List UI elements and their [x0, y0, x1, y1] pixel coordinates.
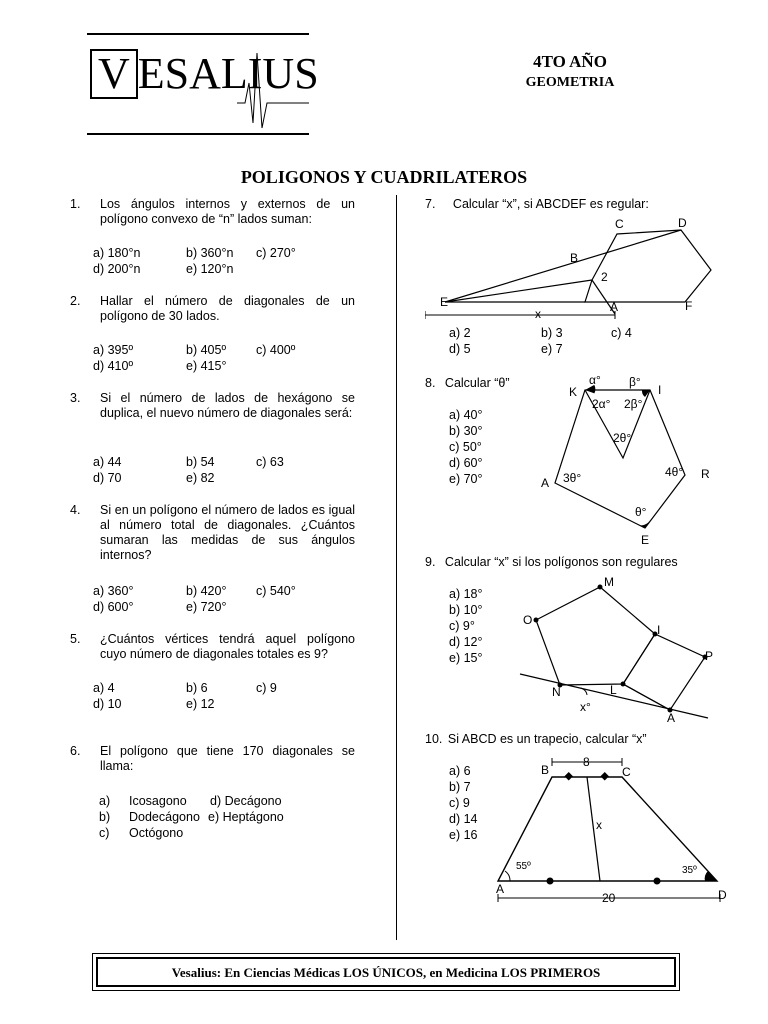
question-number: 7. — [425, 197, 436, 211]
label-8: 8 — [583, 755, 590, 769]
footer-box — [92, 953, 680, 991]
label-20: 20 — [602, 891, 616, 905]
option: a) 395º — [93, 343, 134, 357]
label-C: C — [615, 217, 624, 231]
option: b) 54 — [186, 455, 215, 469]
question-number: 5. — [70, 632, 81, 646]
logo-name: ESALIUS — [137, 49, 319, 98]
label-A: A — [667, 711, 676, 722]
option: c) 9° — [449, 619, 475, 633]
label-x: x — [535, 307, 541, 321]
option: c) 4 — [611, 326, 632, 340]
logo-v: V — [90, 49, 138, 99]
label-L: L — [610, 683, 617, 697]
option: a) 44 — [93, 455, 122, 469]
label-D: D — [718, 888, 727, 902]
question-text: Hallar el número de diagonales de un polígono de 30 lados. — [100, 294, 355, 323]
option: c) 540° — [256, 584, 296, 598]
question-number: 1. — [70, 197, 81, 211]
label-x: x° — [580, 700, 591, 714]
option: e) 120°n — [186, 262, 234, 276]
option: c) 400º — [256, 343, 296, 357]
option: d) 60° — [449, 456, 483, 470]
option: b) 420° — [186, 584, 227, 598]
label-P: P — [705, 649, 714, 663]
option: a) 360° — [93, 584, 134, 598]
label-F: F — [685, 299, 693, 313]
question-9 — [425, 555, 725, 570]
question-number: 4. — [70, 503, 81, 517]
label-O: O — [523, 613, 533, 627]
question-5 — [70, 632, 360, 664]
option: b) 6 — [186, 681, 208, 695]
label-alpha: α° — [589, 373, 601, 387]
option: c) 9 — [256, 681, 277, 695]
option: d) 600° — [93, 600, 134, 614]
column-divider — [396, 195, 397, 940]
option: a) 6 — [449, 764, 471, 778]
option: c) 9 — [449, 796, 470, 810]
option: a) 40° — [449, 408, 483, 422]
label-N: N — [552, 685, 561, 699]
label-A: A — [610, 300, 619, 314]
question-text: Calcular “x”, si ABCDEF es regular: — [452, 197, 649, 211]
option: d) 5 — [449, 342, 471, 356]
option: e) 415° — [186, 359, 227, 373]
option: d) 410º — [93, 359, 134, 373]
label-x: x — [596, 818, 602, 832]
question-10 — [425, 732, 725, 747]
question-text: ¿Cuántos vértices tendrá aquel polígono cuyo número de diagonales totales es 9? — [100, 632, 355, 661]
question-number: 9. — [425, 555, 436, 569]
question-text: Calcular “x” si los polígonos son regulares — [444, 555, 678, 569]
question-2 — [70, 294, 360, 326]
option: d) 70 — [93, 471, 122, 485]
question-text: Calcular “θ” — [444, 376, 510, 390]
subject-label: GEOMETRIA — [525, 75, 615, 90]
label-35: 35º — [682, 865, 697, 876]
option: a) 2 — [449, 326, 471, 340]
figure-9-polygons — [515, 572, 715, 722]
option: e) 70° — [449, 472, 483, 486]
question-number: 2. — [70, 294, 81, 308]
question-number: 6. — [70, 744, 81, 758]
option: e) 12 — [186, 697, 215, 711]
figure-7-hexagon — [425, 212, 725, 322]
question-6 — [70, 744, 360, 776]
label-B: B — [570, 251, 579, 265]
option: d) 10 — [93, 697, 122, 711]
figure-8-polygon — [535, 370, 720, 548]
option: a) 4 — [93, 681, 115, 695]
option: b) 3 — [541, 326, 563, 340]
label-side-2: 2 — [601, 270, 608, 284]
option: c) 50° — [449, 440, 482, 454]
question-4 — [70, 503, 360, 567]
question-number: 3. — [70, 391, 81, 405]
label-D: D — [678, 216, 687, 230]
option: e) Heptágono — [208, 810, 284, 824]
option: e) 16 — [449, 828, 478, 842]
label-A: A — [496, 882, 505, 896]
page-title: POLIGONOS Y CUADRILATEROS — [240, 167, 528, 187]
label-B: B — [541, 763, 550, 777]
question-text: El polígono que tiene 170 diagonales se llama: — [100, 744, 355, 773]
label-three-theta: 3θ° — [563, 471, 582, 485]
option: b) — [99, 810, 111, 824]
option: e) 82 — [186, 471, 215, 485]
label-beta: β° — [629, 375, 641, 389]
question-text: Si en un polígono el número de lados es igual al número total de diagonales. ¿Cuántos sumaran las medidas de sus ángulos internos? — [100, 503, 355, 562]
option: b) 360°n — [186, 246, 234, 260]
option: c) 63 — [256, 455, 284, 469]
label-A: A — [541, 476, 550, 490]
label-K: K — [569, 385, 578, 399]
option: a) — [99, 794, 111, 808]
logo — [90, 48, 319, 99]
label-C: C — [622, 765, 631, 779]
grade-label: 4TO AÑO — [533, 52, 607, 71]
option: Dodecágono — [129, 810, 200, 824]
label-E: E — [641, 533, 650, 547]
question-number: 10. — [425, 732, 443, 746]
question-text: Si ABCD es un trapecio, calcular “x” — [447, 732, 647, 746]
label-two-beta: 2β° — [624, 397, 643, 411]
label-four-theta: 4θ° — [665, 465, 684, 479]
option: Octógono — [129, 826, 184, 840]
option: b) 405º — [186, 343, 227, 357]
option: c) 270° — [256, 246, 296, 260]
label-I: I — [657, 623, 661, 637]
question-1 — [70, 197, 360, 229]
footer-text: Vesalius: En Ciencias Médicas LOS ÚNICOS, en Medicina LOS PRIMEROS — [96, 957, 676, 987]
option: d) 12° — [449, 635, 483, 649]
option: e) 720° — [186, 600, 227, 614]
question-text: Si el número de lados de hexágono se duplica, el nuevo número de diagonales será: — [100, 391, 355, 420]
option: e) 7 — [541, 342, 563, 356]
option: Icosagono — [129, 794, 187, 808]
label-E: E — [440, 295, 449, 309]
option: b) 7 — [449, 780, 471, 794]
option: d) 200°n — [93, 262, 141, 276]
label-two-alpha: 2α° — [592, 397, 611, 411]
question-3 — [70, 391, 360, 439]
label-55: 55º — [516, 861, 531, 872]
figure-10-trapezoid — [495, 752, 730, 912]
option: d) Decágono — [210, 794, 282, 808]
question-text: Los ángulos internos y externos de un polígono convexo de “n” lados suman: — [100, 197, 355, 226]
option: c) — [99, 826, 110, 840]
label-R: R — [701, 467, 710, 481]
label-two-theta: 2θ° — [613, 431, 632, 445]
option: a) 18° — [449, 587, 483, 601]
option: b) 30° — [449, 424, 483, 438]
option: e) 15° — [449, 651, 483, 665]
label-I: I — [658, 383, 662, 397]
question-number: 8. — [425, 376, 436, 390]
option: d) 14 — [449, 812, 478, 826]
option: b) 10° — [449, 603, 483, 617]
label-M: M — [604, 575, 614, 589]
question-7 — [425, 197, 725, 212]
label-theta: θ° — [635, 505, 647, 519]
option: a) 180°n — [93, 246, 141, 260]
